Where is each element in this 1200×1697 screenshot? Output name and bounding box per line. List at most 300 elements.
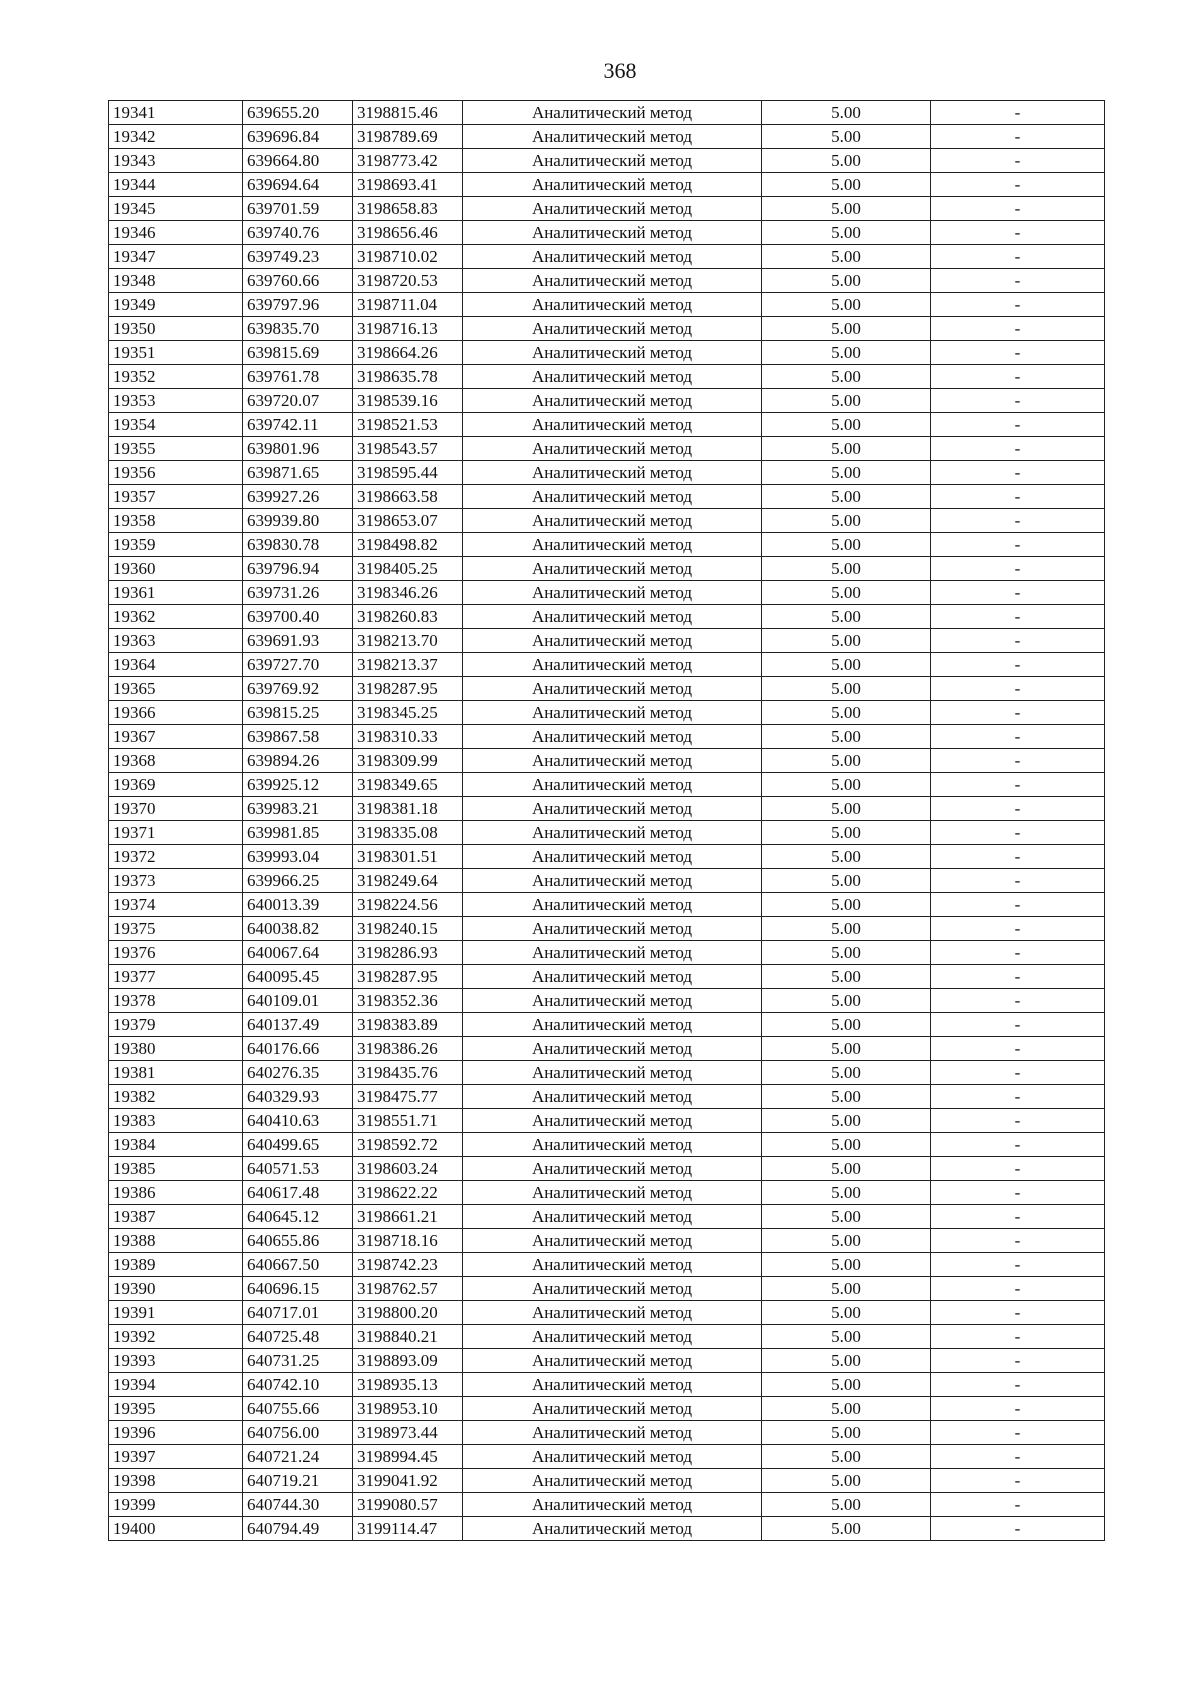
point-number-cell: 19374 bbox=[109, 893, 243, 917]
table-row bbox=[109, 1445, 1105, 1469]
table-row bbox=[109, 1061, 1105, 1085]
page-number: 368 bbox=[603, 58, 637, 83]
point-number-cell: 19353 bbox=[109, 389, 243, 413]
description-cell: - bbox=[931, 653, 1105, 677]
table-row bbox=[109, 917, 1105, 941]
method-cell: Аналитический метод bbox=[463, 389, 762, 413]
y-coordinate-cell: 3198622.22 bbox=[353, 1181, 463, 1205]
point-number-cell: 19356 bbox=[109, 461, 243, 485]
method-cell: Аналитический метод bbox=[463, 1421, 762, 1445]
y-coordinate-cell: 3198663.58 bbox=[353, 485, 463, 509]
point-number-cell: 19387 bbox=[109, 1205, 243, 1229]
point-number-cell: 19370 bbox=[109, 797, 243, 821]
y-coordinate-cell: 3198286.93 bbox=[353, 941, 463, 965]
method-cell: Аналитический метод bbox=[463, 581, 762, 605]
y-coordinate-cell: 3198213.70 bbox=[353, 629, 463, 653]
table-row bbox=[109, 749, 1105, 773]
x-coordinate-cell: 640499.65 bbox=[243, 1133, 353, 1157]
description-cell: - bbox=[931, 773, 1105, 797]
description-cell: - bbox=[931, 245, 1105, 269]
description-cell: - bbox=[931, 1037, 1105, 1061]
table-row bbox=[109, 125, 1105, 149]
point-number-cell: 19381 bbox=[109, 1061, 243, 1085]
x-coordinate-cell: 639655.20 bbox=[243, 101, 353, 125]
table-row bbox=[109, 845, 1105, 869]
point-number-cell: 19347 bbox=[109, 245, 243, 269]
table-row bbox=[109, 797, 1105, 821]
table-row bbox=[109, 365, 1105, 389]
description-cell: - bbox=[931, 533, 1105, 557]
point-number-cell: 19380 bbox=[109, 1037, 243, 1061]
x-coordinate-cell: 639815.69 bbox=[243, 341, 353, 365]
point-number-cell: 19351 bbox=[109, 341, 243, 365]
method-cell: Аналитический метод bbox=[463, 1277, 762, 1301]
method-cell: Аналитический метод bbox=[463, 845, 762, 869]
description-cell: - bbox=[931, 197, 1105, 221]
point-number-cell: 19360 bbox=[109, 557, 243, 581]
table-row bbox=[109, 437, 1105, 461]
y-coordinate-cell: 3198352.36 bbox=[353, 989, 463, 1013]
y-coordinate-cell: 3198720.53 bbox=[353, 269, 463, 293]
table-row bbox=[109, 1493, 1105, 1517]
y-coordinate-cell: 3198310.33 bbox=[353, 725, 463, 749]
point-number-cell: 19343 bbox=[109, 149, 243, 173]
y-coordinate-cell: 3198664.26 bbox=[353, 341, 463, 365]
method-cell: Аналитический метод bbox=[463, 677, 762, 701]
table-row bbox=[109, 965, 1105, 989]
table-row bbox=[109, 557, 1105, 581]
y-coordinate-cell: 3198773.42 bbox=[353, 149, 463, 173]
accuracy-cell: 5.00 bbox=[762, 917, 931, 941]
table-row bbox=[109, 533, 1105, 557]
method-cell: Аналитический метод bbox=[463, 965, 762, 989]
accuracy-cell: 5.00 bbox=[762, 437, 931, 461]
accuracy-cell: 5.00 bbox=[762, 893, 931, 917]
table-row bbox=[109, 1373, 1105, 1397]
accuracy-cell: 5.00 bbox=[762, 461, 931, 485]
description-cell: - bbox=[931, 965, 1105, 989]
method-cell: Аналитический метод bbox=[463, 197, 762, 221]
accuracy-cell: 5.00 bbox=[762, 1421, 931, 1445]
point-number-cell: 19359 bbox=[109, 533, 243, 557]
method-cell: Аналитический метод bbox=[463, 269, 762, 293]
y-coordinate-cell: 3198935.13 bbox=[353, 1373, 463, 1397]
accuracy-cell: 5.00 bbox=[762, 701, 931, 725]
x-coordinate-cell: 640794.49 bbox=[243, 1517, 353, 1541]
y-coordinate-cell: 3198653.07 bbox=[353, 509, 463, 533]
description-cell: - bbox=[931, 1277, 1105, 1301]
table-row bbox=[109, 653, 1105, 677]
description-cell: - bbox=[931, 269, 1105, 293]
y-coordinate-cell: 3198521.53 bbox=[353, 413, 463, 437]
x-coordinate-cell: 639993.04 bbox=[243, 845, 353, 869]
y-coordinate-cell: 3198711.04 bbox=[353, 293, 463, 317]
y-coordinate-cell: 3198381.18 bbox=[353, 797, 463, 821]
description-cell: - bbox=[931, 845, 1105, 869]
table-row bbox=[109, 1205, 1105, 1229]
point-number-cell: 19365 bbox=[109, 677, 243, 701]
point-number-cell: 19358 bbox=[109, 509, 243, 533]
x-coordinate-cell: 639867.58 bbox=[243, 725, 353, 749]
method-cell: Аналитический метод bbox=[463, 533, 762, 557]
accuracy-cell: 5.00 bbox=[762, 797, 931, 821]
x-coordinate-cell: 640731.25 bbox=[243, 1349, 353, 1373]
x-coordinate-cell: 639981.85 bbox=[243, 821, 353, 845]
description-cell: - bbox=[931, 437, 1105, 461]
x-coordinate-cell: 639871.65 bbox=[243, 461, 353, 485]
accuracy-cell: 5.00 bbox=[762, 1349, 931, 1373]
description-cell: - bbox=[931, 677, 1105, 701]
table-body bbox=[109, 101, 1105, 1541]
point-number-cell: 19383 bbox=[109, 1109, 243, 1133]
description-cell: - bbox=[931, 893, 1105, 917]
x-coordinate-cell: 639727.70 bbox=[243, 653, 353, 677]
y-coordinate-cell: 3198789.69 bbox=[353, 125, 463, 149]
method-cell: Аналитический метод bbox=[463, 461, 762, 485]
method-cell: Аналитический метод bbox=[463, 773, 762, 797]
point-number-cell: 19361 bbox=[109, 581, 243, 605]
method-cell: Аналитический метод bbox=[463, 149, 762, 173]
y-coordinate-cell: 3198539.16 bbox=[353, 389, 463, 413]
point-number-cell: 19398 bbox=[109, 1469, 243, 1493]
coordinates-table bbox=[108, 100, 1105, 1541]
y-coordinate-cell: 3198762.57 bbox=[353, 1277, 463, 1301]
y-coordinate-cell: 3198349.65 bbox=[353, 773, 463, 797]
accuracy-cell: 5.00 bbox=[762, 1205, 931, 1229]
method-cell: Аналитический метод bbox=[463, 509, 762, 533]
x-coordinate-cell: 639927.26 bbox=[243, 485, 353, 509]
description-cell: - bbox=[931, 1109, 1105, 1133]
description-cell: - bbox=[931, 701, 1105, 725]
table-row bbox=[109, 1517, 1105, 1541]
method-cell: Аналитический метод bbox=[463, 221, 762, 245]
accuracy-cell: 5.00 bbox=[762, 677, 931, 701]
point-number-cell: 19371 bbox=[109, 821, 243, 845]
x-coordinate-cell: 639835.70 bbox=[243, 317, 353, 341]
accuracy-cell: 5.00 bbox=[762, 269, 931, 293]
accuracy-cell: 5.00 bbox=[762, 197, 931, 221]
point-number-cell: 19355 bbox=[109, 437, 243, 461]
method-cell: Аналитический метод bbox=[463, 245, 762, 269]
x-coordinate-cell: 640176.66 bbox=[243, 1037, 353, 1061]
accuracy-cell: 5.00 bbox=[762, 365, 931, 389]
accuracy-cell: 5.00 bbox=[762, 821, 931, 845]
y-coordinate-cell: 3198592.72 bbox=[353, 1133, 463, 1157]
description-cell: - bbox=[931, 1493, 1105, 1517]
x-coordinate-cell: 639939.80 bbox=[243, 509, 353, 533]
method-cell: Аналитический метод bbox=[463, 413, 762, 437]
accuracy-cell: 5.00 bbox=[762, 629, 931, 653]
x-coordinate-cell: 640719.21 bbox=[243, 1469, 353, 1493]
accuracy-cell: 5.00 bbox=[762, 749, 931, 773]
point-number-cell: 19389 bbox=[109, 1253, 243, 1277]
point-number-cell: 19350 bbox=[109, 317, 243, 341]
y-coordinate-cell: 3198893.09 bbox=[353, 1349, 463, 1373]
y-coordinate-cell: 3198973.44 bbox=[353, 1421, 463, 1445]
table-row bbox=[109, 1157, 1105, 1181]
accuracy-cell: 5.00 bbox=[762, 533, 931, 557]
accuracy-cell: 5.00 bbox=[762, 1037, 931, 1061]
description-cell: - bbox=[931, 413, 1105, 437]
point-number-cell: 19364 bbox=[109, 653, 243, 677]
description-cell: - bbox=[931, 605, 1105, 629]
accuracy-cell: 5.00 bbox=[762, 1013, 931, 1037]
x-coordinate-cell: 640109.01 bbox=[243, 989, 353, 1013]
table-row bbox=[109, 485, 1105, 509]
y-coordinate-cell: 3198240.15 bbox=[353, 917, 463, 941]
y-coordinate-cell: 3198213.37 bbox=[353, 653, 463, 677]
description-cell: - bbox=[931, 1133, 1105, 1157]
description-cell: - bbox=[931, 1061, 1105, 1085]
point-number-cell: 19368 bbox=[109, 749, 243, 773]
point-number-cell: 19379 bbox=[109, 1013, 243, 1037]
method-cell: Аналитический метод bbox=[463, 629, 762, 653]
x-coordinate-cell: 639742.11 bbox=[243, 413, 353, 437]
x-coordinate-cell: 639830.78 bbox=[243, 533, 353, 557]
description-cell: - bbox=[931, 821, 1105, 845]
accuracy-cell: 5.00 bbox=[762, 581, 931, 605]
method-cell: Аналитический метод bbox=[463, 485, 762, 509]
method-cell: Аналитический метод bbox=[463, 1349, 762, 1373]
y-coordinate-cell: 3198718.16 bbox=[353, 1229, 463, 1253]
accuracy-cell: 5.00 bbox=[762, 653, 931, 677]
description-cell: - bbox=[931, 1517, 1105, 1541]
description-cell: - bbox=[931, 581, 1105, 605]
y-coordinate-cell: 3198815.46 bbox=[353, 101, 463, 125]
table-row bbox=[109, 1349, 1105, 1373]
table-row bbox=[109, 1109, 1105, 1133]
x-coordinate-cell: 640717.01 bbox=[243, 1301, 353, 1325]
table-row bbox=[109, 1133, 1105, 1157]
method-cell: Аналитический метод bbox=[463, 1325, 762, 1349]
table-row bbox=[109, 821, 1105, 845]
accuracy-cell: 5.00 bbox=[762, 1277, 931, 1301]
description-cell: - bbox=[931, 461, 1105, 485]
point-number-cell: 19363 bbox=[109, 629, 243, 653]
x-coordinate-cell: 640756.00 bbox=[243, 1421, 353, 1445]
x-coordinate-cell: 640655.86 bbox=[243, 1229, 353, 1253]
x-coordinate-cell: 639701.59 bbox=[243, 197, 353, 221]
y-coordinate-cell: 3198661.21 bbox=[353, 1205, 463, 1229]
description-cell: - bbox=[931, 725, 1105, 749]
description-cell: - bbox=[931, 1445, 1105, 1469]
description-cell: - bbox=[931, 149, 1105, 173]
point-number-cell: 19346 bbox=[109, 221, 243, 245]
y-coordinate-cell: 3198435.76 bbox=[353, 1061, 463, 1085]
table-row bbox=[109, 677, 1105, 701]
point-number-cell: 19385 bbox=[109, 1157, 243, 1181]
description-cell: - bbox=[931, 557, 1105, 581]
point-number-cell: 19378 bbox=[109, 989, 243, 1013]
y-coordinate-cell: 3198301.51 bbox=[353, 845, 463, 869]
method-cell: Аналитический метод bbox=[463, 1253, 762, 1277]
point-number-cell: 19354 bbox=[109, 413, 243, 437]
description-cell: - bbox=[931, 797, 1105, 821]
table-row bbox=[109, 941, 1105, 965]
description-cell: - bbox=[931, 1349, 1105, 1373]
point-number-cell: 19393 bbox=[109, 1349, 243, 1373]
method-cell: Аналитический метод bbox=[463, 1493, 762, 1517]
x-coordinate-cell: 640755.66 bbox=[243, 1397, 353, 1421]
method-cell: Аналитический метод bbox=[463, 1157, 762, 1181]
point-number-cell: 19342 bbox=[109, 125, 243, 149]
description-cell: - bbox=[931, 1397, 1105, 1421]
description-cell: - bbox=[931, 389, 1105, 413]
y-coordinate-cell: 3198345.25 bbox=[353, 701, 463, 725]
method-cell: Аналитический метод bbox=[463, 1229, 762, 1253]
method-cell: Аналитический метод bbox=[463, 341, 762, 365]
table-row bbox=[109, 725, 1105, 749]
description-cell: - bbox=[931, 1157, 1105, 1181]
point-number-cell: 19397 bbox=[109, 1445, 243, 1469]
accuracy-cell: 5.00 bbox=[762, 509, 931, 533]
accuracy-cell: 5.00 bbox=[762, 1445, 931, 1469]
y-coordinate-cell: 3198994.45 bbox=[353, 1445, 463, 1469]
table-row bbox=[109, 869, 1105, 893]
description-cell: - bbox=[931, 293, 1105, 317]
method-cell: Аналитический метод bbox=[463, 1301, 762, 1325]
point-number-cell: 19382 bbox=[109, 1085, 243, 1109]
accuracy-cell: 5.00 bbox=[762, 1397, 931, 1421]
description-cell: - bbox=[931, 509, 1105, 533]
x-coordinate-cell: 640617.48 bbox=[243, 1181, 353, 1205]
description-cell: - bbox=[931, 989, 1105, 1013]
method-cell: Аналитический метод bbox=[463, 125, 762, 149]
x-coordinate-cell: 639691.93 bbox=[243, 629, 353, 653]
y-coordinate-cell: 3198405.25 bbox=[353, 557, 463, 581]
table-row bbox=[109, 1085, 1105, 1109]
x-coordinate-cell: 639664.80 bbox=[243, 149, 353, 173]
method-cell: Аналитический метод bbox=[463, 1085, 762, 1109]
method-cell: Аналитический метод bbox=[463, 1133, 762, 1157]
y-coordinate-cell: 3198498.82 bbox=[353, 533, 463, 557]
method-cell: Аналитический метод bbox=[463, 893, 762, 917]
table-row bbox=[109, 701, 1105, 725]
x-coordinate-cell: 639769.92 bbox=[243, 677, 353, 701]
accuracy-cell: 5.00 bbox=[762, 1109, 931, 1133]
accuracy-cell: 5.00 bbox=[762, 1157, 931, 1181]
y-coordinate-cell: 3198249.64 bbox=[353, 869, 463, 893]
y-coordinate-cell: 3198335.08 bbox=[353, 821, 463, 845]
table-row bbox=[109, 1325, 1105, 1349]
point-number-cell: 19372 bbox=[109, 845, 243, 869]
description-cell: - bbox=[931, 749, 1105, 773]
y-coordinate-cell: 3198710.02 bbox=[353, 245, 463, 269]
table-row bbox=[109, 269, 1105, 293]
y-coordinate-cell: 3199080.57 bbox=[353, 1493, 463, 1517]
method-cell: Аналитический метод bbox=[463, 1469, 762, 1493]
method-cell: Аналитический метод bbox=[463, 869, 762, 893]
accuracy-cell: 5.00 bbox=[762, 317, 931, 341]
description-cell: - bbox=[931, 341, 1105, 365]
x-coordinate-cell: 639700.40 bbox=[243, 605, 353, 629]
method-cell: Аналитический метод bbox=[463, 557, 762, 581]
accuracy-cell: 5.00 bbox=[762, 989, 931, 1013]
x-coordinate-cell: 639966.25 bbox=[243, 869, 353, 893]
x-coordinate-cell: 639925.12 bbox=[243, 773, 353, 797]
method-cell: Аналитический метод bbox=[463, 1061, 762, 1085]
table-row bbox=[109, 605, 1105, 629]
y-coordinate-cell: 3198603.24 bbox=[353, 1157, 463, 1181]
description-cell: - bbox=[931, 1421, 1105, 1445]
y-coordinate-cell: 3198287.95 bbox=[353, 677, 463, 701]
x-coordinate-cell: 639720.07 bbox=[243, 389, 353, 413]
point-number-cell: 19391 bbox=[109, 1301, 243, 1325]
x-coordinate-cell: 639696.84 bbox=[243, 125, 353, 149]
x-coordinate-cell: 639894.26 bbox=[243, 749, 353, 773]
accuracy-cell: 5.00 bbox=[762, 1061, 931, 1085]
table-row bbox=[109, 773, 1105, 797]
x-coordinate-cell: 640067.64 bbox=[243, 941, 353, 965]
x-coordinate-cell: 640725.48 bbox=[243, 1325, 353, 1349]
point-number-cell: 19345 bbox=[109, 197, 243, 221]
x-coordinate-cell: 640742.10 bbox=[243, 1373, 353, 1397]
table-row bbox=[109, 293, 1105, 317]
point-number-cell: 19399 bbox=[109, 1493, 243, 1517]
y-coordinate-cell: 3198693.41 bbox=[353, 173, 463, 197]
description-cell: - bbox=[931, 1301, 1105, 1325]
point-number-cell: 19388 bbox=[109, 1229, 243, 1253]
description-cell: - bbox=[931, 629, 1105, 653]
table-row bbox=[109, 1277, 1105, 1301]
x-coordinate-cell: 640571.53 bbox=[243, 1157, 353, 1181]
description-cell: - bbox=[931, 1181, 1105, 1205]
x-coordinate-cell: 639740.76 bbox=[243, 221, 353, 245]
y-coordinate-cell: 3198287.95 bbox=[353, 965, 463, 989]
method-cell: Аналитический метод bbox=[463, 101, 762, 125]
point-number-cell: 19362 bbox=[109, 605, 243, 629]
table-row bbox=[109, 461, 1105, 485]
y-coordinate-cell: 3198346.26 bbox=[353, 581, 463, 605]
accuracy-cell: 5.00 bbox=[762, 1085, 931, 1109]
accuracy-cell: 5.00 bbox=[762, 1253, 931, 1277]
point-number-cell: 19348 bbox=[109, 269, 243, 293]
table-row bbox=[109, 341, 1105, 365]
x-coordinate-cell: 639731.26 bbox=[243, 581, 353, 605]
description-cell: - bbox=[931, 917, 1105, 941]
method-cell: Аналитический метод bbox=[463, 1397, 762, 1421]
point-number-cell: 19375 bbox=[109, 917, 243, 941]
y-coordinate-cell: 3198840.21 bbox=[353, 1325, 463, 1349]
table-row bbox=[109, 101, 1105, 125]
y-coordinate-cell: 3198260.83 bbox=[353, 605, 463, 629]
y-coordinate-cell: 3198224.56 bbox=[353, 893, 463, 917]
accuracy-cell: 5.00 bbox=[762, 1373, 931, 1397]
table-row bbox=[109, 629, 1105, 653]
x-coordinate-cell: 640721.24 bbox=[243, 1445, 353, 1469]
method-cell: Аналитический метод bbox=[463, 917, 762, 941]
x-coordinate-cell: 640038.82 bbox=[243, 917, 353, 941]
point-number-cell: 19341 bbox=[109, 101, 243, 125]
accuracy-cell: 5.00 bbox=[762, 725, 931, 749]
method-cell: Аналитический метод bbox=[463, 437, 762, 461]
table-row bbox=[109, 1421, 1105, 1445]
y-coordinate-cell: 3198551.71 bbox=[353, 1109, 463, 1133]
x-coordinate-cell: 640667.50 bbox=[243, 1253, 353, 1277]
method-cell: Аналитический метод bbox=[463, 941, 762, 965]
method-cell: Аналитический метод bbox=[463, 1517, 762, 1541]
point-number-cell: 19384 bbox=[109, 1133, 243, 1157]
accuracy-cell: 5.00 bbox=[762, 1181, 931, 1205]
x-coordinate-cell: 639801.96 bbox=[243, 437, 353, 461]
accuracy-cell: 5.00 bbox=[762, 845, 931, 869]
point-number-cell: 19376 bbox=[109, 941, 243, 965]
point-number-cell: 19349 bbox=[109, 293, 243, 317]
point-number-cell: 19394 bbox=[109, 1373, 243, 1397]
accuracy-cell: 5.00 bbox=[762, 221, 931, 245]
method-cell: Аналитический метод bbox=[463, 1445, 762, 1469]
description-cell: - bbox=[931, 125, 1105, 149]
